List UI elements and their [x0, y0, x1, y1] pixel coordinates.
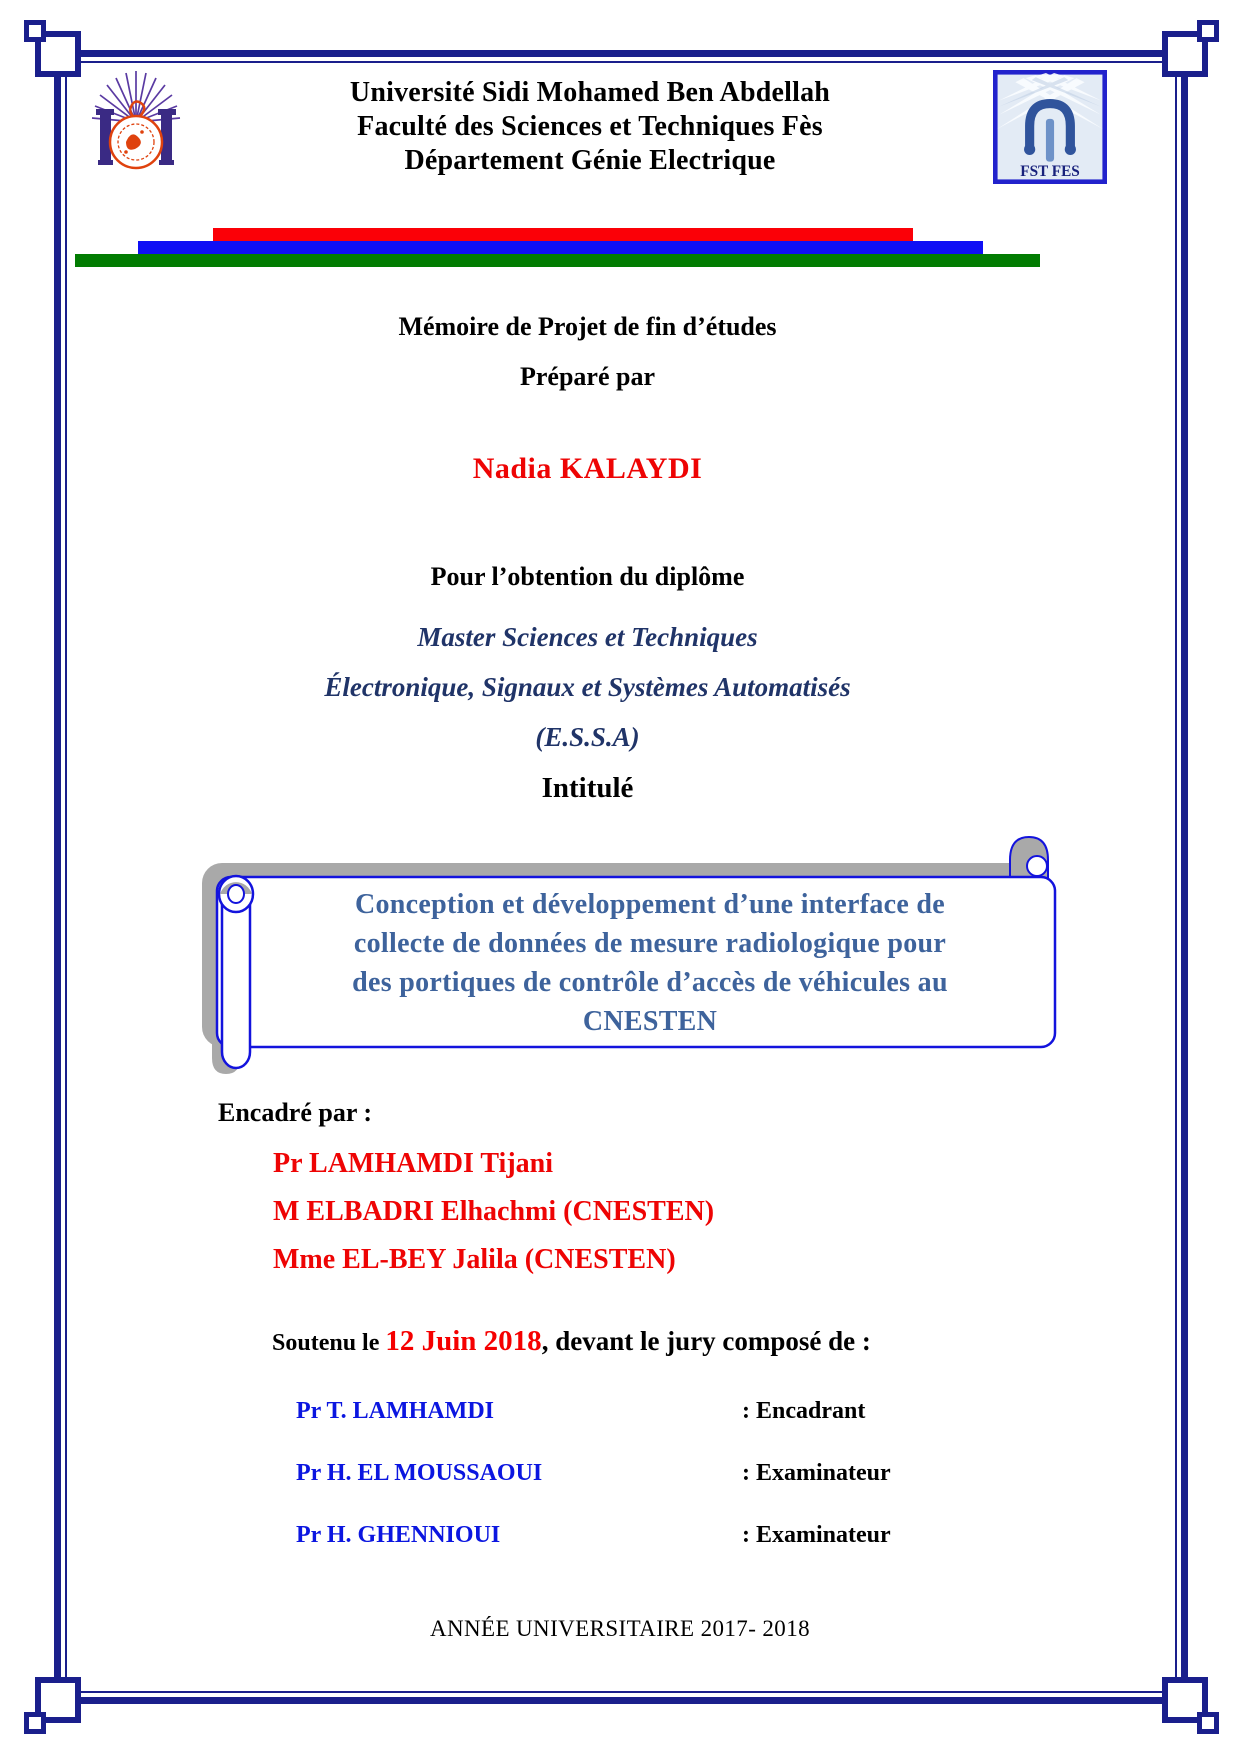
supervisor-name: Pr LAMHAMDI Tijani	[273, 1148, 554, 1179]
red-divider-bar	[213, 228, 913, 241]
border-corner-ornament	[35, 31, 81, 77]
jury-member-role: : Examinateur	[742, 1460, 891, 1486]
speciality: Électronique, Signaux et Systèmes Automatisés	[324, 672, 851, 702]
jury-member-role: : Examinateur	[742, 1522, 891, 1548]
university-emblem-icon	[86, 70, 186, 190]
defense-statement	[272, 1325, 871, 1358]
thesis-title-line: des portiques de contrôle d’accès de véhicules au	[352, 967, 948, 998]
entitled-label: Intitulé	[541, 772, 634, 804]
supervised-by-label: Encadré par :	[218, 1098, 373, 1127]
defense-prefix: Soutenu le	[272, 1330, 386, 1356]
thesis-title-line: Conception et développement d’une interface de	[354, 889, 946, 920]
jury-member-name: Pr T. LAMHAMDI	[296, 1398, 494, 1424]
university-name: Université Sidi Mohamed Ben Abdellah	[349, 77, 831, 108]
scroll-left-roll	[222, 896, 250, 1068]
green-divider-bar	[75, 254, 1040, 267]
border-corner-ornament	[1162, 31, 1208, 77]
diploma-label: Pour l’obtention du diplôme	[430, 562, 745, 591]
supervisor-name: Mme EL-BEY Jalila (CNESTEN)	[273, 1244, 676, 1275]
jury-member-role: : Encadrant	[742, 1398, 866, 1424]
fst-fes-caption: FST FES	[1020, 162, 1080, 180]
thesis-title-line: CNESTEN	[582, 1006, 718, 1037]
jury-member-name: Pr H. EL MOUSSAOUI	[296, 1460, 543, 1486]
supervisor-name: M ELBADRI Elhachmi (CNESTEN)	[273, 1196, 715, 1227]
scroll-left-curl-center	[228, 885, 244, 903]
memoire-heading: Mémoire de Projet de fin d’études	[398, 312, 777, 341]
blue-divider-bar	[138, 241, 983, 254]
faculty-name: Faculté des Sciences et Techniques Fès	[357, 111, 823, 142]
border-corner-ornament	[1162, 1677, 1208, 1723]
thesis-title-line: collecte de données de mesure radiologique pour	[353, 928, 947, 959]
institution-header	[190, 76, 990, 178]
fst-fes-logo-icon	[993, 70, 1107, 184]
scroll-right-curl-end	[1027, 856, 1047, 876]
author-name: Nadia KALAYDI	[472, 452, 703, 485]
prepared-by-label: Préparé par	[519, 362, 655, 391]
jury-member-name: Pr H. GHENNIOUI	[296, 1522, 501, 1548]
defense-suffix: , devant le jury composé de :	[541, 1326, 871, 1356]
thesis-title	[255, 885, 1045, 1041]
border-corner-ornament	[35, 1677, 81, 1723]
department-name: Département Génie Electrique	[404, 145, 776, 176]
master-program: Master Sciences et Techniques	[417, 622, 758, 652]
defense-date: 12 Juin 2018	[385, 1325, 542, 1357]
academic-year: ANNÉE UNIVERSITAIRE 2017- 2018	[429, 1616, 811, 1641]
supervisor-list	[273, 1140, 714, 1284]
speciality-abbr: (E.S.S.A)	[535, 722, 640, 752]
